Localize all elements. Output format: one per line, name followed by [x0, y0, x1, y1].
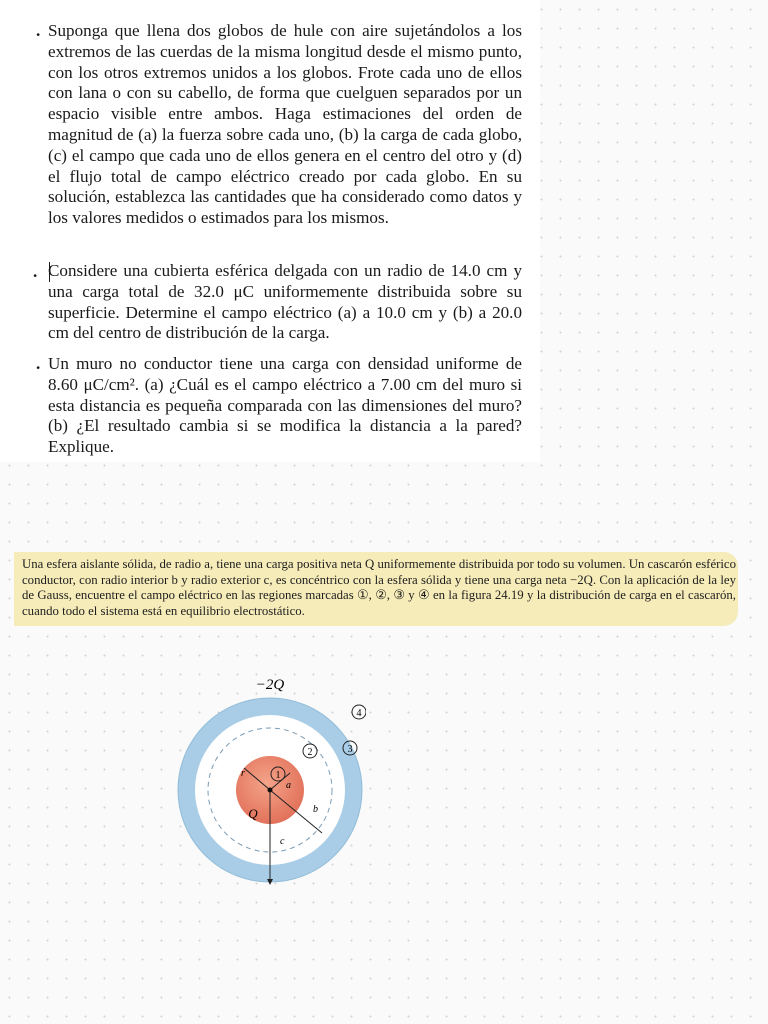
problem-spherical-shell [30, 261, 522, 344]
svg-text:1: 1 [275, 770, 281, 781]
problem-text: Un muro no conductor tiene una carga con densidad uniforme de 8.60 μC/cm². (a) ¿Cuál es el campo eléctrico a 7.00 cm del muro si esta distancia es pequeña comparada con las dimensiones del muro? (b) ¿El resultado cambia si se modifica la distancia a la pared? Explique. [48, 354, 522, 457]
label-a: a [286, 780, 291, 791]
svg-text:4: 4 [356, 708, 362, 719]
center-point [268, 788, 273, 793]
problem-marker: . [36, 21, 41, 40]
problem-marker: . [33, 262, 50, 282]
label-b: b [313, 804, 318, 815]
textbook-page [0, 0, 540, 462]
label-r: r [241, 768, 245, 779]
problem-marker: . [36, 354, 41, 373]
problem-text: Considere una cubierta esférica delgada con un radio de 14.0 cm y una carga total de 32.0 μC uniformemente distribuida sobre su superficie. Determine el campo eléctrico (a) a 10.0 cm y (b) a 20.0 cm del centro de distribución de la carga. [48, 261, 522, 343]
sphere-charge-label: Q [248, 806, 258, 821]
problem-balloons [30, 21, 522, 229]
concentric-spheres-diagram [166, 668, 366, 898]
svg-text:3: 3 [347, 744, 353, 755]
gauss-figure [166, 668, 366, 898]
example-callout [14, 552, 738, 626]
problem-text: Suponga que llena dos globos de hule con aire sujetándolos a los extremos de las cuerdas de la misma longitud desde el mismo punto, con los otros extremos unidos a los globos. Frote cada uno de ellos con lana o con su cabello, de forma que cuelguen separados por un espacio visible entre ambos. Haga estimaciones del orden de magnitud de (a) la fuerza sobre cada uno, (b) la carga de cada globo, (c) el campo que cada uno de ellos genera en el centro del otro y (d) el flujo total de campo eléctrico creado por cada globo. En su solución, establezca las cantidades que ha considerado como datos y los valores medidos o estimados para los mismos. [48, 21, 522, 228]
shell-charge-label: −2Q [255, 677, 285, 693]
label-c: c [280, 836, 285, 847]
callout-text: Una esfera aislante sólida, de radio a, tiene una carga positiva neta Q uniformemente distribuida por todo su volumen. Un cascarón esférico conductor, con radio interior b y radio exterior c, es concéntrico con la esfera sólida y tiene una carga neta −2Q. Con la aplicación de la ley de Gauss, encuentre el campo eléctrico en las regiones marcadas ①, ②, ③ y ④ en la figura 24.19 y la distribución de carga en el cascarón, cuando todo el sistema está en equilibrio electrostático. [22, 557, 737, 618]
problem-charged-wall [30, 354, 522, 458]
svg-text:2: 2 [307, 747, 313, 758]
region-4-marker [352, 705, 366, 719]
